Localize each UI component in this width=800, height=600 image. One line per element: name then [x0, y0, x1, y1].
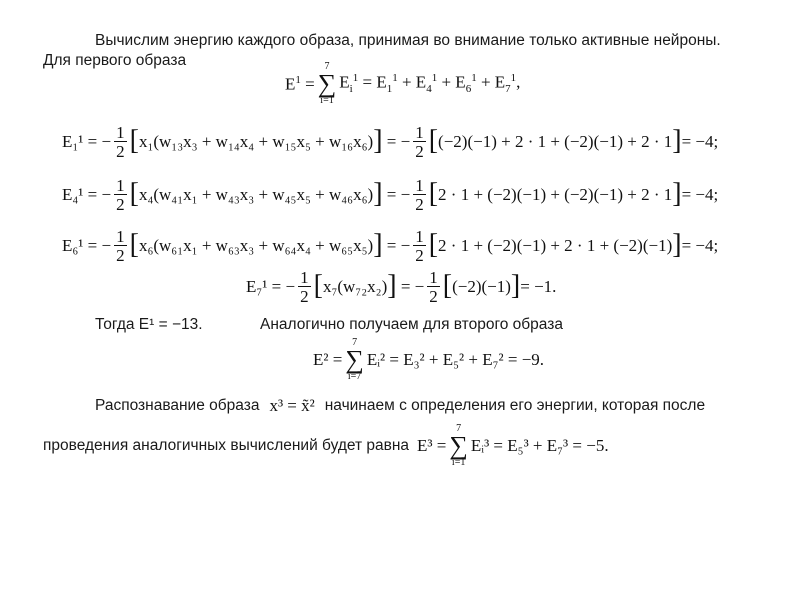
fraction-half: $\frac{1}{2}$ [415, 176, 424, 214]
x3-equals-x2: x³ = x̃² [269, 396, 315, 415]
eq-row-4-result: = −1. [520, 277, 557, 296]
fraction-half: $\frac{1}{2}$ [429, 268, 438, 306]
eq-row-2-lhs: E₄¹ [62, 185, 84, 204]
e1-total-lhs: $E^1$ = [285, 73, 315, 94]
paragraph-3-line-2 [43, 424, 609, 468]
e1-total-rhs: $E_i^1 = E_1^1 + E_4^1 + E_6^1 + E_7^1$, [339, 72, 521, 96]
sum-operator: 7 ∑ i=1 [317, 61, 337, 106]
eq-row-2-result: = −4; [681, 185, 719, 204]
e3-rhs: Eᵢ³ = E₅³ + E₇³ = −5. [470, 436, 609, 455]
equation-e4-1: E₄¹ = − $\frac{1}{2}$ [ x₄(w₄₁x₁ + w₄₃x₃ + w₄₅x₅ + w₄₆x₆) ] = − $\frac{1}{2}$ [ 2 · 1 + (−2)(−1) + (−2)(−1) + 2 · 1 ] = −4; [62, 176, 719, 214]
eq-row-2-numeric: 2 · 1 + (−2)(−1) + (−2)(−1) + 2 · 1 [438, 185, 673, 204]
equation-e1-1: E₁¹ = − $\frac{1}{2}$ [ x₁(w₁₃x₃ + w₁₄x₄ + w₁₅x₅ + w₁₆x₆) ] = − $\frac{1}{2}$ [ (−2)(−1) + 2 · 1 + (−2)(−1) + 2 · 1 ] = −4; [62, 123, 719, 161]
fraction-half: $\frac{1}{2}$ [415, 227, 424, 265]
fraction-half: $\frac{1}{2}$ [116, 227, 125, 265]
equation-e1-total [285, 62, 520, 106]
equation-e6-1: E₆¹ = − $\frac{1}{2}$ [ x₆(w₆₁x₁ + w₆₃x₃ + w₆₄x₄ + w₆₅x₅) ] = − $\frac{1}{2}$ [ 2 · 1 + (−2)(−1) + 2 · 1 + (−2)(−1) ] = −4; [62, 227, 719, 265]
paragraph-3-line-1-a: Распознавание образа [95, 397, 260, 414]
sum-operator: 7 ∑ i=1 [449, 423, 468, 468]
eq-row-3-inside: x₆(w₆₁x₁ + w₆₃x₃ + w₆₄x₄ + w₆₅x₅) [138, 236, 374, 255]
eq-row-4-inside: x₇(w₇₂x₂) [322, 277, 388, 296]
e3-lhs: E³ = [417, 436, 447, 455]
similar-second-image: Аналогично получаем для второго образа [260, 316, 563, 333]
eq-row-1-inside: x₁(w₁₃x₃ + w₁₄x₄ + w₁₅x₅ + w₁₆x₆) [138, 132, 374, 151]
e2-lhs: E² = [313, 350, 343, 369]
paragraph-1-line-1: Вычислим энергию каждого образа, принимая во внимание только активные нейроны. [95, 32, 721, 49]
equation-e2 [313, 338, 544, 382]
e2-rhs: Eᵢ² = E₃² + E₅² + E₇² = −9. [366, 350, 545, 369]
fraction-half: $\frac{1}{2}$ [116, 176, 125, 214]
paragraph-1-line-2: Для первого образа [43, 52, 187, 69]
eq-row-1-result: = −4; [681, 132, 719, 151]
fraction-half: $\frac{1}{2}$ [415, 123, 424, 161]
eq-row-4-lhs: E₇¹ [246, 277, 268, 296]
eq-row-3-lhs: E₆¹ [62, 236, 84, 255]
paragraph-3-line-1 [95, 396, 705, 416]
equation-e7-1: E₇¹ = − $\frac{1}{2}$ [ x₇(w₇₂x₂) ] = − $\frac{1}{2}$ [ (−2)(−1) ] = −1. [246, 268, 557, 306]
eq-row-1-numeric: (−2)(−1) + 2 · 1 + (−2)(−1) + 2 · 1 [438, 132, 673, 151]
equation-e3 [417, 424, 609, 468]
fraction-half: $\frac{1}{2}$ [116, 123, 125, 161]
paragraph-3-line-2-a: проведения аналогичных вычислений будет равна [43, 437, 410, 454]
eq-row-4-numeric: (−2)(−1) [452, 277, 511, 296]
sum-operator: 7 ∑ i=7 [345, 337, 364, 382]
eq-row-3-numeric: 2 · 1 + (−2)(−1) + 2 · 1 + (−2)(−1) [438, 236, 673, 255]
eq-row-2-inside: x₄(w₄₁x₁ + w₄₃x₃ + w₄₅x₅ + w₄₆x₆) [138, 185, 374, 204]
paragraph-3-line-1-b: начинаем с определения его энергии, которая после [324, 397, 706, 414]
then-e1-total: Тогда E¹ = −13. [95, 316, 203, 333]
eq-row-1-lhs: E₁¹ [62, 132, 84, 151]
eq-row-3-result: = −4; [681, 236, 719, 255]
fraction-half: $\frac{1}{2}$ [300, 268, 309, 306]
